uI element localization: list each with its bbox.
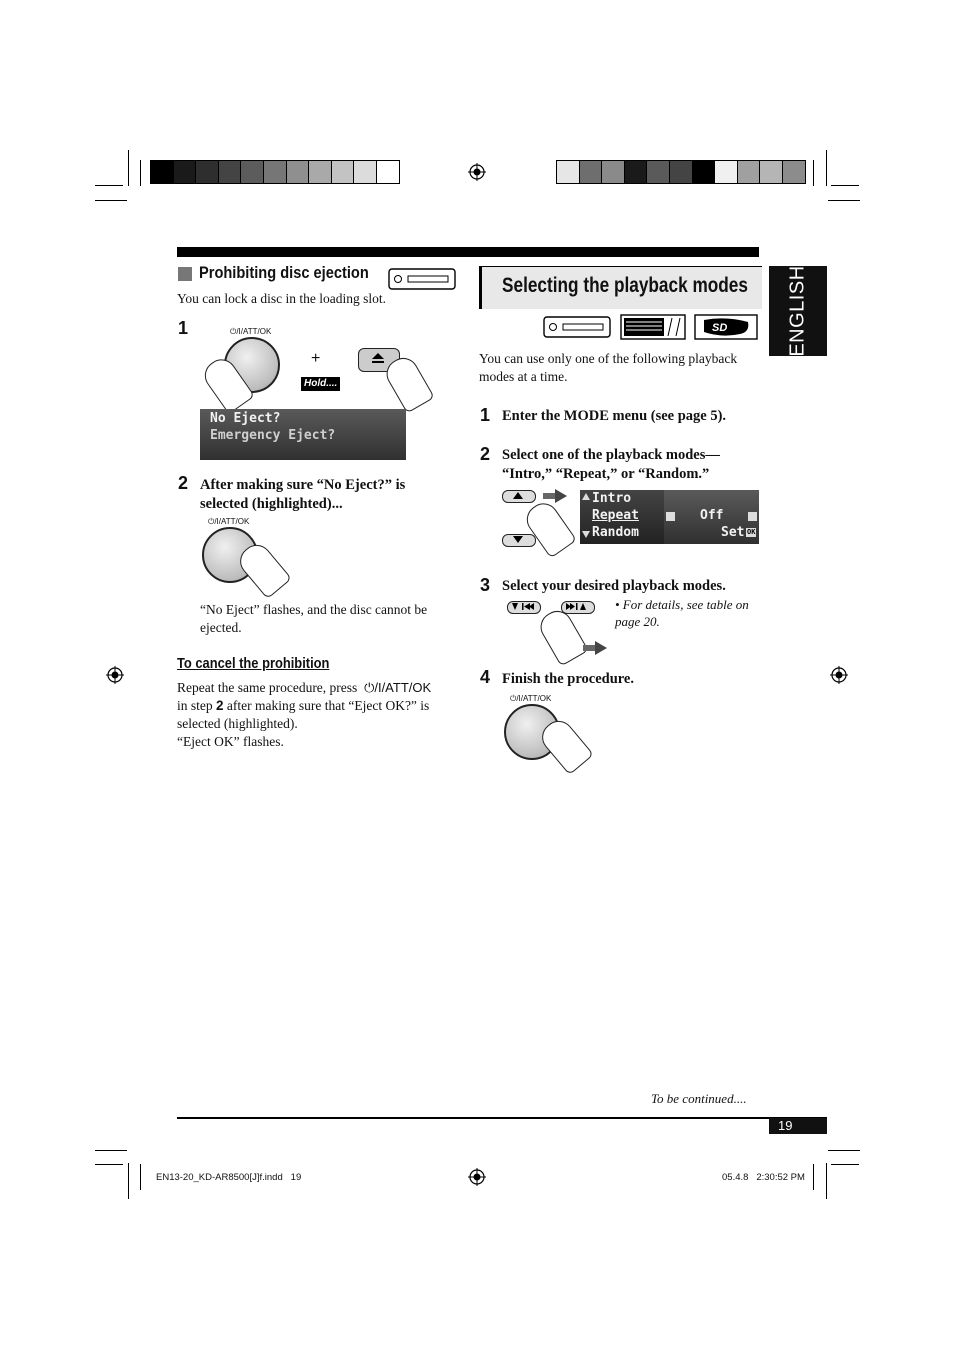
step-number: 1 — [480, 405, 491, 425]
color-swatch — [309, 161, 331, 183]
step-text: Finish the procedure. — [502, 671, 634, 687]
footer-date: 05.4.8 2:30:52 PM — [722, 1172, 805, 1183]
arrow-right-icon — [583, 641, 607, 655]
color-swatch — [287, 161, 309, 183]
lcd-line-no-eject: No Eject? — [210, 411, 281, 426]
page-number: 19 — [778, 1118, 793, 1133]
finger-icon — [521, 498, 577, 559]
color-swatch — [219, 161, 241, 183]
color-swatch — [693, 161, 715, 183]
mode-menu-display — [580, 490, 759, 544]
sd-card-icon — [694, 314, 758, 340]
color-swatch — [557, 161, 579, 183]
svg-text:SD: SD — [712, 322, 728, 334]
bottom-rule — [177, 1117, 827, 1119]
registration-target-icon — [106, 666, 124, 684]
knob-label: ⏻/I/ATT/OK — [230, 327, 272, 336]
color-swatch — [625, 161, 647, 183]
cancel-text: selected (highlighted). — [177, 716, 298, 731]
cancel-text: “Eject OK” flashes. — [177, 734, 284, 749]
cancel-text: after making sure that “Eject OK?” is — [226, 698, 430, 713]
step-number: 4 — [480, 667, 491, 687]
top-rule — [177, 247, 759, 257]
cd-changer-icon — [620, 314, 686, 340]
prev-track-icon — [512, 603, 534, 610]
section-marker-square — [178, 267, 192, 281]
cancel-text: in step — [177, 698, 213, 713]
cancel-paragraph — [177, 679, 467, 751]
lcd-line-emergency-eject: Emergency Eject? — [210, 428, 336, 443]
color-swatch — [580, 161, 602, 183]
cd-slot-icon — [543, 316, 611, 338]
color-swatch — [332, 161, 354, 183]
section-heading: Selecting the playback modes — [502, 274, 748, 297]
left-intro: You can lock a disc in the loading slot. — [177, 291, 386, 306]
color-swatch — [602, 161, 624, 183]
subsection-heading: To cancel the prohibition — [177, 655, 330, 672]
color-swatch — [670, 161, 692, 183]
menu-item-repeat: Repeat — [592, 508, 639, 523]
step-text: Select your desired playback modes. — [502, 578, 726, 594]
color-swatch — [760, 161, 782, 183]
next-track-icon — [748, 512, 757, 521]
cancel-text: Repeat the same procedure, press — [177, 680, 358, 695]
registration-target-icon — [830, 666, 848, 684]
section-heading: Prohibiting disc ejection — [199, 263, 369, 282]
step-text: Select one of the playback modes— “Intro,” “Repeat,” or “Random.” — [502, 447, 720, 482]
hold-badge: Hold.... — [301, 377, 340, 391]
language-tab — [769, 266, 827, 356]
menu-up-icon — [582, 493, 590, 500]
step-number: 1 — [178, 318, 189, 338]
set-label: Set — [721, 525, 745, 540]
ok-badge: OK — [747, 528, 756, 536]
registration-target-icon — [468, 1168, 486, 1186]
color-swatch — [783, 161, 805, 183]
menu-item-random: Random — [592, 525, 639, 540]
knob-label: ⏻/I/ATT/OK — [208, 517, 250, 526]
menu-item-intro: Intro — [592, 491, 632, 506]
color-swatch — [647, 161, 669, 183]
step-number: 3 — [480, 575, 491, 595]
color-swatch — [151, 161, 173, 183]
menu-down-icon — [582, 531, 590, 538]
language-tab-label: ENGLISH — [786, 265, 809, 357]
color-swatch — [377, 161, 399, 183]
lcd-display — [200, 409, 406, 460]
eject-icon — [371, 352, 385, 364]
result-text: “No Eject” flashes, and the disc cannot be ejected. — [200, 602, 428, 635]
finger-icon — [535, 605, 589, 666]
step-text: After making sure “No Eject?” is selected (highlighted)... — [200, 477, 406, 512]
color-swatch — [196, 161, 218, 183]
footer-file: EN13-20_KD-AR8500[J]f.indd 19 — [156, 1172, 302, 1183]
registration-target-icon — [468, 163, 486, 181]
knob-label: ⏻/I/ATT/OK — [510, 694, 552, 703]
option-value: Off — [700, 508, 724, 523]
color-swatch — [738, 161, 760, 183]
color-swatch — [241, 161, 263, 183]
page-number-badge — [769, 1118, 827, 1134]
color-swatch — [354, 161, 376, 183]
next-track-icon — [566, 603, 588, 610]
step-text: Enter the MODE menu (see page 5). — [502, 408, 727, 424]
color-swatch — [715, 161, 737, 183]
color-swatch — [264, 161, 286, 183]
plus-sign: + — [311, 350, 321, 367]
step-ref: 2 — [216, 698, 224, 713]
step-number: 2 — [480, 444, 491, 464]
arrow-right-icon — [543, 489, 567, 503]
color-swatch — [174, 161, 196, 183]
details-note: • For details, see table on page 20. — [615, 597, 749, 629]
continued-note: To be continued.... — [651, 1091, 747, 1106]
att-ok-key: ⏻/I/ATT/OK — [364, 680, 432, 695]
step-number: 2 — [178, 473, 189, 493]
right-intro: You can use only one of the following playback modes at a time. — [479, 351, 738, 384]
prev-track-icon — [666, 512, 675, 521]
up-arrow-icon — [513, 492, 523, 499]
down-arrow-icon — [513, 536, 523, 543]
cd-slot-icon — [388, 268, 456, 290]
